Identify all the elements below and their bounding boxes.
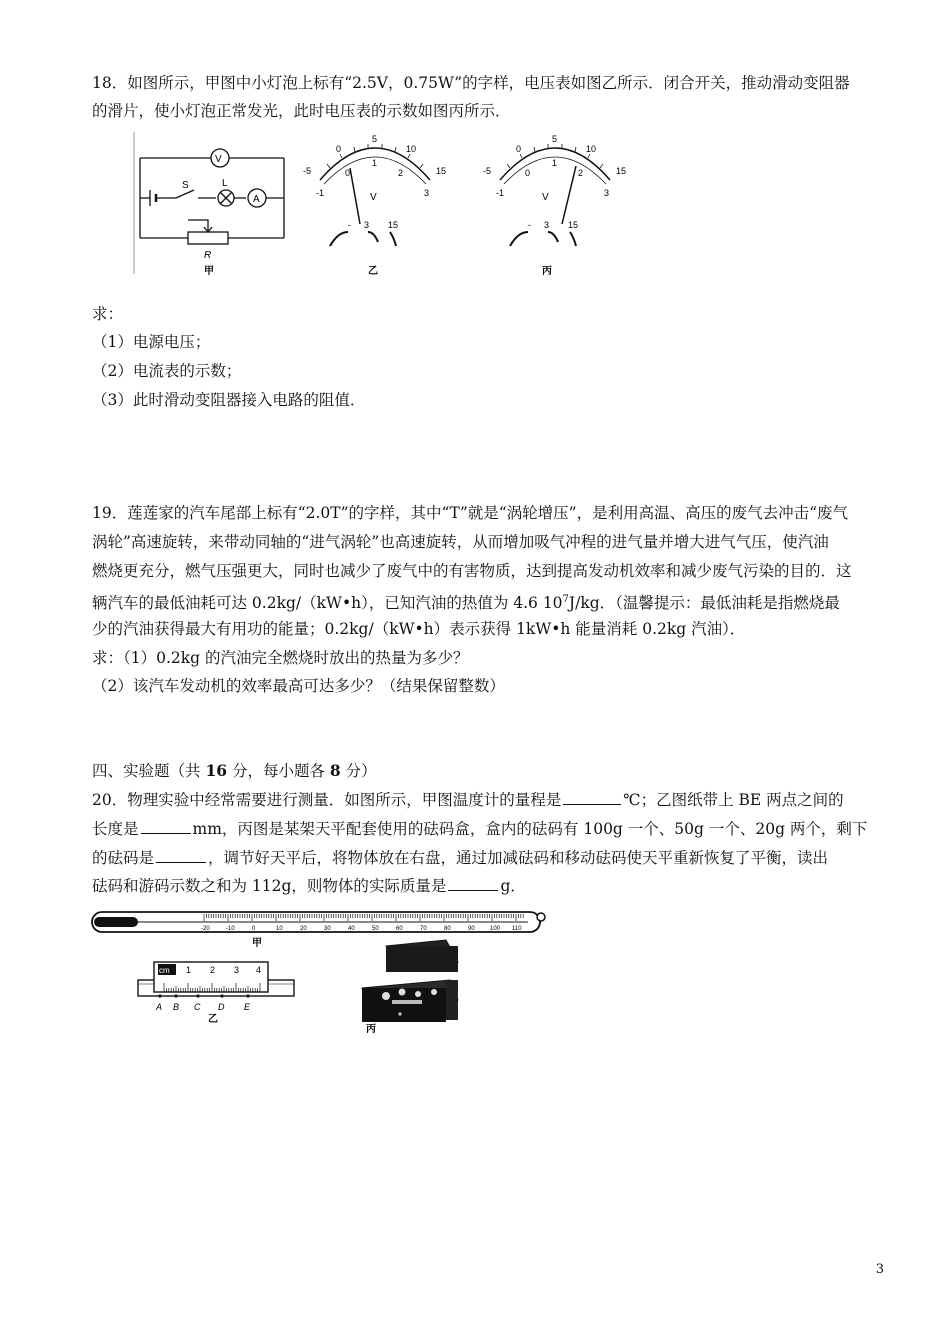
q19-line-2: 涡轮”高速旋转，来带动同轴的“进气涡轮”也高速旋转，从而增加吸气冲程的进气量并增大进气气压，使汽油 <box>92 533 829 551</box>
rheostat-label: R <box>204 250 212 261</box>
weight-box <box>362 940 458 1035</box>
bing-top-tick-2: 5 <box>552 134 558 144</box>
q18-ask: 求： <box>92 305 124 323</box>
bing-term-15: 15 <box>568 220 579 230</box>
bing-top-tick-4: 15 <box>616 166 627 176</box>
thermo-tick-13: 110 <box>512 926 522 932</box>
q18-figure <box>128 128 648 280</box>
point-b: B <box>173 1002 180 1012</box>
fig20-yi-label: 乙 <box>208 1014 218 1025</box>
section-4-a: 四、实验题（共 <box>92 762 206 780</box>
thermo-tick-2: 0 <box>252 926 256 932</box>
yi-term-3: 3 <box>364 220 370 230</box>
q18-line-2: 的滑片，使小灯泡正常发光，此时电压表的示数如图丙所示． <box>92 102 511 120</box>
q18-sub-2: （2）电流表的示数； <box>92 362 242 380</box>
yi-top-tick-2: 5 <box>372 134 378 144</box>
ruler-tick-3: 3 <box>234 965 240 975</box>
remaining-weights-blank[interactable] <box>156 848 206 863</box>
yi-bottom-tick-0: -1 <box>316 188 325 198</box>
q20-line-3 <box>92 848 828 868</box>
section-4-c: 分，每小题各 <box>227 762 330 780</box>
thermo-tick-7: 50 <box>372 926 379 932</box>
section-4-heading <box>92 761 377 781</box>
point-c: C <box>194 1002 201 1012</box>
q18-sub-1: （1）电源电压； <box>92 333 211 351</box>
thermo-tick-11: 90 <box>468 926 475 932</box>
q20-l1-a: 20．物理实验中经常需要进行测量．如图所示，甲图温度计的量程是 <box>92 791 562 809</box>
bing-needle <box>562 166 576 224</box>
bing-term-minus: - <box>528 220 531 230</box>
yi-bottom-tick-1: 0 <box>345 168 351 178</box>
bing-top-tick-0: -5 <box>483 166 492 176</box>
yi-bottom-tick-3: 2 <box>398 168 404 178</box>
yi-bottom-tick-2: 1 <box>372 158 378 168</box>
fig-bing-label: 丙 <box>542 266 552 277</box>
point-e: E <box>244 1002 251 1012</box>
q18-sub-3: （3）此时滑动变阻器接入电路的阻值． <box>92 391 366 409</box>
q20-figure <box>88 904 558 1036</box>
q19-line-1: 19．莲莲家的汽车尾部上标有“2.0T”的字样，其中“T”就是“涡轮增压”，是利用高温、高压的废气去冲击“废气 <box>92 504 849 522</box>
yi-top-tick-1: 0 <box>336 144 342 154</box>
q20-l3-b: ，调节好天平后，将物体放在右盘，通过加减砝码和移动砝码使天平重新恢复了平衡，读出 <box>208 849 829 867</box>
yi-term-minus: - <box>348 220 351 230</box>
thermo-tick-12: 100 <box>490 926 501 932</box>
switch-label: S <box>182 180 189 191</box>
thermo-tick-3: 10 <box>276 926 283 932</box>
ruler-tick-4: 4 <box>256 965 262 975</box>
yi-top-tick-3: 10 <box>406 144 417 154</box>
q20-line-1 <box>92 790 844 810</box>
ruler-and-tape <box>138 962 294 1025</box>
bing-bottom-tick-3: 2 <box>578 168 584 178</box>
voltmeter-yi <box>303 134 446 277</box>
thermo-tick-10: 80 <box>444 926 451 932</box>
fig20-bing-label: 丙 <box>366 1024 376 1035</box>
yi-needle <box>350 168 360 224</box>
q19-line-7: （2）该汽车发动机的效率最高可达多少？（结果保留整数） <box>92 677 505 695</box>
q20-l4-a: 砝码和游码示数之和为 112g，则物体的实际质量是 <box>92 877 447 895</box>
yi-top-tick-4: 15 <box>436 166 447 176</box>
bing-bottom-tick-0: -1 <box>496 188 505 198</box>
q19-line-3: 燃烧更充分，燃气压强更大，同时也减少了废气中的有害物质，达到提高发动机效率和减少废气污染的目的．这 <box>92 562 852 580</box>
thermo-tick-5: 30 <box>324 926 331 932</box>
voltmeter-label: V <box>215 154 222 165</box>
be-length-blank[interactable] <box>141 819 191 834</box>
actual-mass-blank[interactable] <box>448 876 498 891</box>
q19-line-6: 求：（1）0.2kg 的汽油完全燃烧时放出的热量为多少？ <box>92 649 469 667</box>
yi-top-tick-0: -5 <box>303 166 312 176</box>
bing-bottom-tick-2: 1 <box>552 158 558 168</box>
thermo-tick-1: -10 <box>226 926 235 932</box>
thermometer-range-blank[interactable] <box>563 790 621 805</box>
q20-line-2 <box>92 819 867 839</box>
bing-top-tick-3: 10 <box>586 144 597 154</box>
yi-bottom-tick-4: 3 <box>424 188 430 198</box>
thermo-tick-9: 70 <box>420 926 427 932</box>
section-4-score: 16 <box>205 761 228 780</box>
bing-bottom-tick-1: 0 <box>525 168 531 178</box>
q20-l2-b: mm，丙图是某架天平配套使用的砝码盒，盒内的砝码有 100g 一个、50g 一个、20g 两个，剩下 <box>192 820 868 838</box>
q19-line-4 <box>92 590 840 613</box>
section-4-each: 8 <box>329 761 341 780</box>
lamp-label: L <box>222 178 228 189</box>
page-number: 3 <box>875 1262 884 1277</box>
ammeter-label: A <box>253 194 260 205</box>
yi-term-15: 15 <box>388 220 399 230</box>
ruler-unit: cm <box>159 966 170 975</box>
section-4-e: 分） <box>340 762 377 780</box>
ruler-tick-1: 1 <box>186 965 192 975</box>
fig-jia-label: 甲 <box>204 266 214 277</box>
yi-unit: V <box>370 192 377 203</box>
q20-l4-b: g． <box>500 877 526 895</box>
bing-bottom-tick-4: 3 <box>604 188 610 198</box>
fig20-jia-label: 甲 <box>252 938 262 949</box>
q19-line-4-b: J/kg．（温馨提示：最低油耗是指燃烧最 <box>568 594 840 613</box>
q20-l3-a: 的砝码是 <box>92 849 155 867</box>
thermo-tick-4: 20 <box>300 926 307 932</box>
thermo-tick-0: -20 <box>201 926 210 932</box>
ruler-tick-2: 2 <box>210 965 216 975</box>
q19-line-4-a: 辆汽车的最低油耗可达 0.2kg/（kW•h），已知汽油的热值为 4.6 10 <box>92 594 563 613</box>
bing-unit: V <box>542 192 549 203</box>
thermo-tick-8: 60 <box>396 926 403 932</box>
q20-l1-b: ℃；乙图纸带上 BE 两点之间的 <box>623 791 844 809</box>
bing-term-3: 3 <box>544 220 550 230</box>
q20-l2-a: 长度是 <box>92 820 139 838</box>
q18-line-1: 18．如图所示，甲图中小灯泡上标有“2.5V，0.75W”的字样，电压表如图乙所示．闭合开关，推动滑动变阻器 <box>92 74 850 92</box>
point-d: D <box>218 1002 225 1012</box>
thermo-tick-6: 40 <box>348 926 355 932</box>
point-a: A <box>156 1002 163 1012</box>
bing-top-tick-1: 0 <box>516 144 522 154</box>
voltmeter-bing <box>483 134 626 277</box>
q19-exponent: 7 <box>562 594 569 605</box>
q19-line-5: 少的汽油获得最大有用功的能量；0.2kg/（kW•h）表示获得 1kW•h 能量消耗 0.2kg 汽油）． <box>92 620 746 638</box>
q20-line-4 <box>92 876 526 896</box>
thermometer <box>92 912 545 949</box>
fig-yi-label: 乙 <box>368 266 378 277</box>
